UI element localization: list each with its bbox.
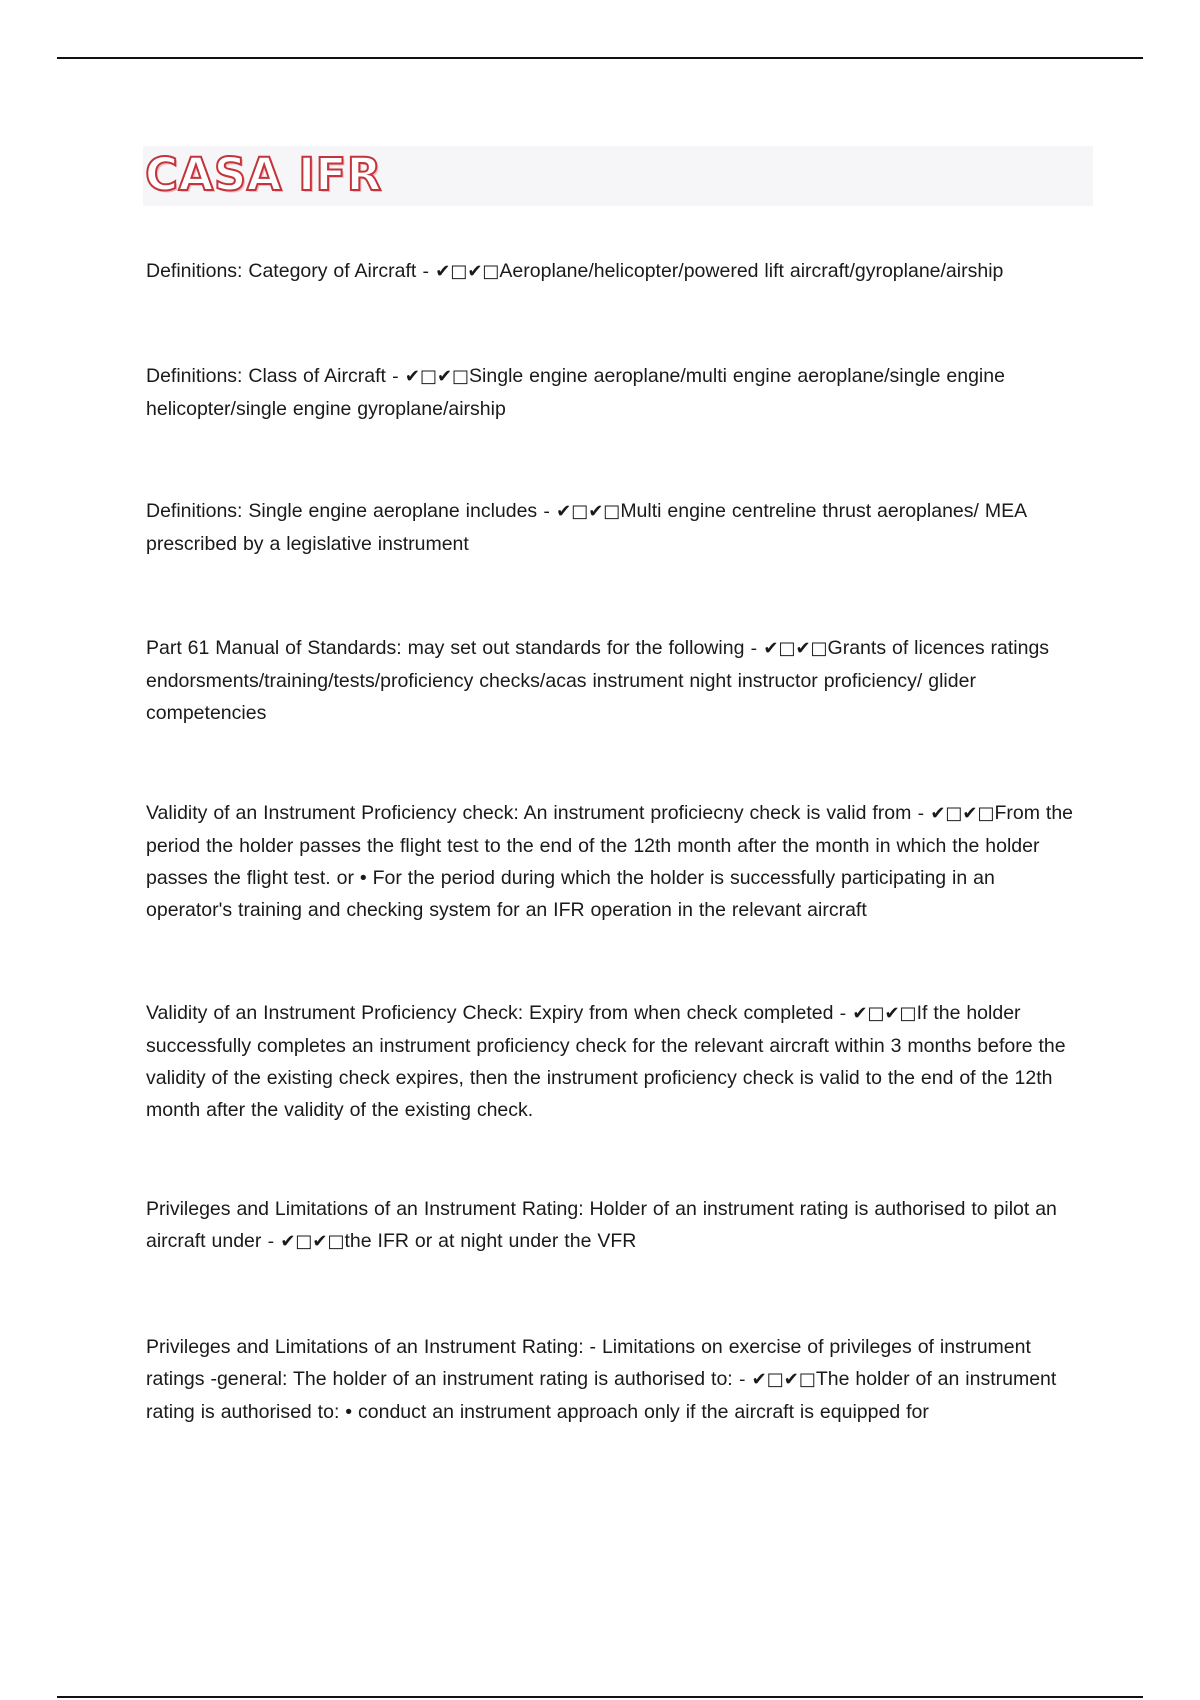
entry-term: Validity of an Instrument Proficiency Check: Expiry from when check completed	[146, 1002, 834, 1024]
entry-answer: Single engine aeroplane/multi engine aeroplane/single engine helicopter/single engine gyroplane/airship	[146, 365, 1005, 420]
bottom-rule	[57, 1696, 1143, 1698]
check-marks: - ✔□✔□	[744, 638, 828, 659]
top-rule	[57, 57, 1143, 59]
document-title: CASA IFR	[145, 148, 382, 201]
entry-term: Privileges and Limitations of an Instrument Rating: - Limitations on exercise of privileges of instrument ratings -general: The holder of an instrument rating is authorised to:	[146, 1336, 1031, 1390]
entry-class-of-aircraft	[146, 360, 1086, 425]
entry-term: Part 61 Manual of Standards: may set out standards for the following	[146, 637, 745, 659]
entry-ipc-expiry	[146, 997, 1086, 1126]
entry-answer: Multi engine centreline thrust aeroplanes/ MEA prescribed by a legislative instrument	[146, 500, 1027, 555]
entry-answer: The holder of an instrument rating is authorised to: • conduct an instrument approach only if the aircraft is equipped for	[146, 1368, 1057, 1423]
entry-single-engine-aeroplane	[146, 495, 1086, 560]
check-marks: - ✔□✔□	[385, 366, 470, 387]
check-marks: - ✔□✔□	[911, 803, 995, 824]
entry-term: Privileges and Limitations of an Instrument Rating: Holder of an instrument rating is authorised to pilot an aircraft under	[146, 1198, 1057, 1252]
entry-term: Validity of an Instrument Proficiency check: An instrument proficiecny check is valid from	[146, 802, 912, 824]
entry-term: Definitions: Category of Aircraft	[146, 260, 417, 282]
entry-ir-limitations	[146, 1331, 1086, 1428]
entry-ipc-validity	[146, 797, 1086, 926]
entry-category-of-aircraft	[146, 255, 1086, 288]
entry-answer: If the holder successfully completes an instrument proficiency check for the relevant aircraft within 3 months before the validity of the existing check expires, then the instrument proficiency check is valid to the end of the 12th month after the validity of the existing check.	[146, 1002, 1066, 1121]
check-marks: - ✔□✔□	[537, 501, 621, 522]
check-marks: - ✔□✔□	[833, 1003, 917, 1024]
entry-answer: Aeroplane/helicopter/powered lift aircraft/gyroplane/airship	[499, 260, 1004, 282]
check-marks: - ✔□✔□	[416, 261, 500, 282]
entry-term: Definitions: Class of Aircraft	[146, 365, 386, 387]
entry-part-61-mos	[146, 632, 1086, 729]
entry-answer: From the period the holder passes the flight test to the end of the 12th month after the month in which the holder passes the flight test. or • For the period during which the holder is successfully participating in an operator's training and checking system for an IFR operation in the relevant aircraft	[146, 802, 1074, 921]
check-marks: - ✔□✔□	[732, 1369, 816, 1390]
entry-ir-privileges	[146, 1193, 1086, 1258]
check-marks: - ✔□✔□	[261, 1231, 345, 1252]
entry-answer: the IFR or at night under the VFR	[344, 1230, 637, 1252]
entry-answer: Grants of licences ratings endorsments/training/tests/proficiency checks/acas instrument night instructor proficiency/ glider competencies	[146, 637, 1050, 724]
entry-term: Definitions: Single engine aeroplane includes	[146, 500, 538, 522]
